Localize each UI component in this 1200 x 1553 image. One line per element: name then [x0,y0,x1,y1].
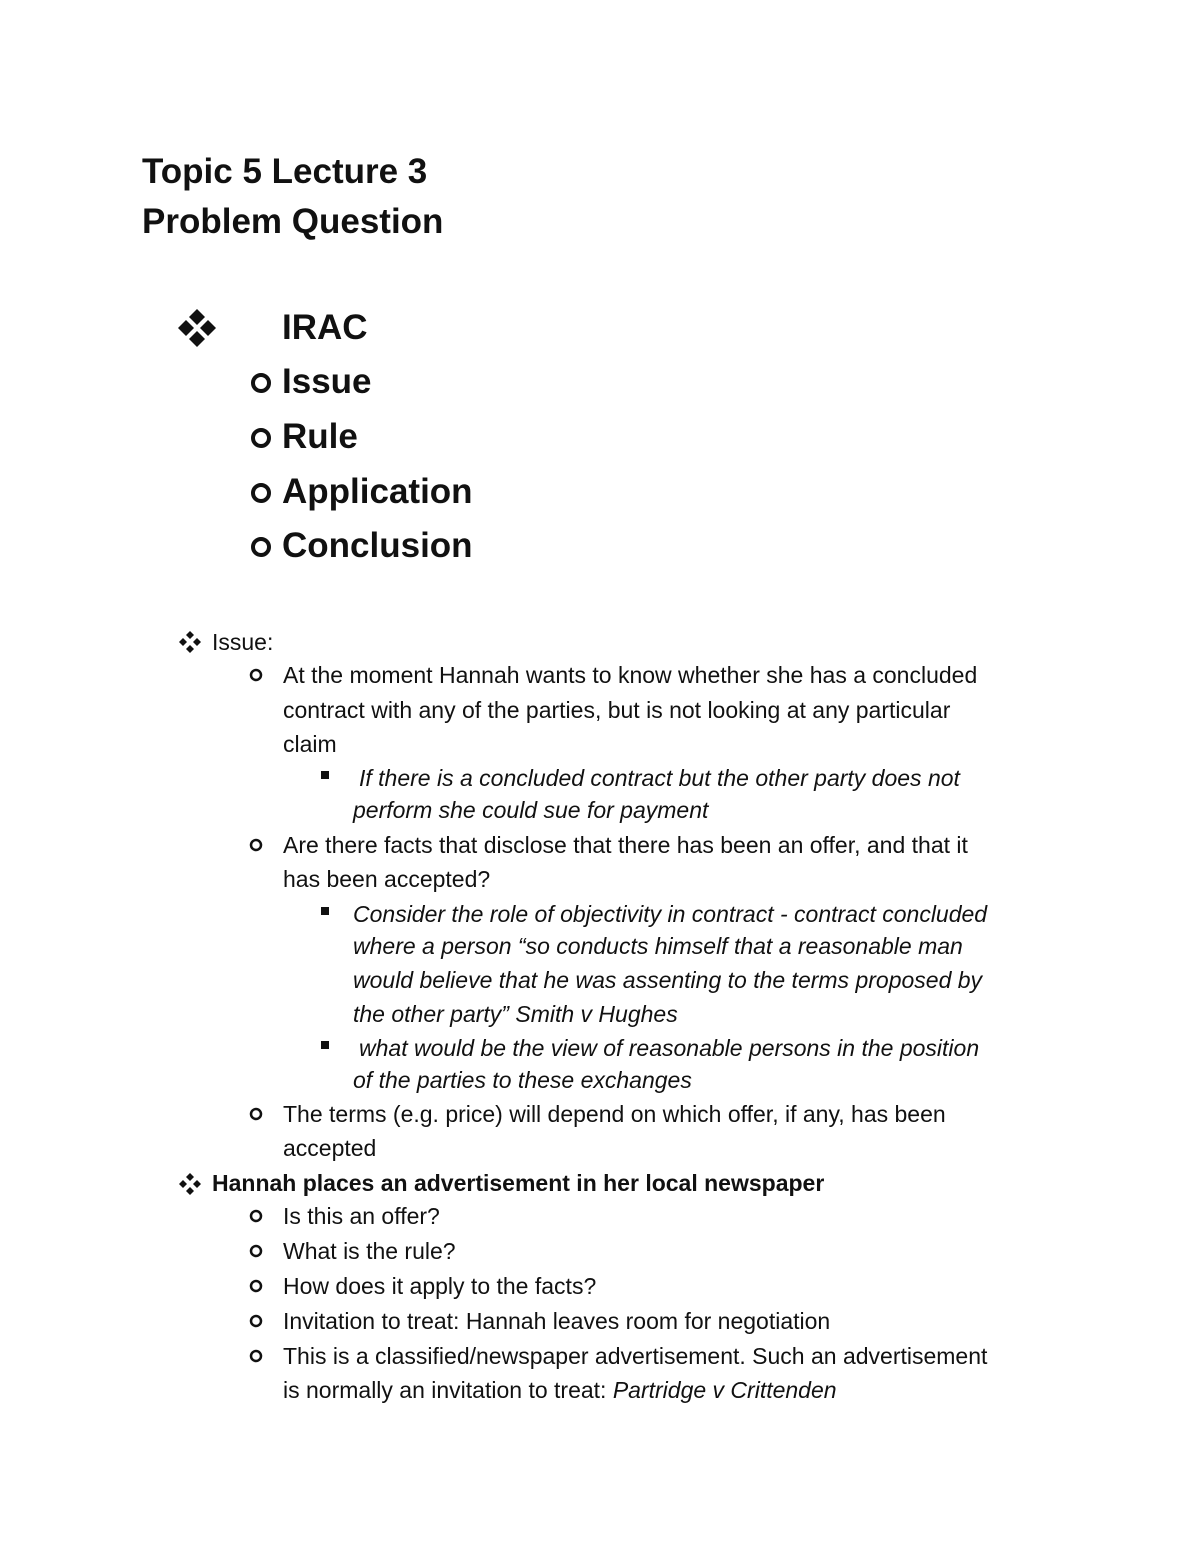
circle-bullet-icon [250,536,272,558]
four-diamond-bullet-icon [178,1172,202,1196]
advert-point-classified-line-2 [283,1375,837,1405]
issue-point-1-note-line-2: perform she could sue for payment [353,797,709,823]
issue-point-2-line-1: Are there facts that disclose that there has been an offer, and that it [283,832,968,858]
circle-bullet-icon [249,668,263,682]
issue-heading: Issue: [212,629,274,655]
title-line-2: Problem Question [142,202,444,241]
circle-bullet-icon [249,1209,263,1223]
advert-question-1: Is this an offer? [283,1203,440,1229]
advert-question-2: What is the rule? [283,1238,456,1264]
square-bullet-icon [321,1041,329,1049]
irac-heading: IRAC [282,308,368,347]
circle-bullet-icon [249,1349,263,1363]
circle-bullet-icon [249,1107,263,1121]
square-bullet-icon [321,771,329,779]
irac-item-application: Application [282,472,473,511]
advert-point-classified-text: is normally an invitation to treat: [283,1377,613,1403]
issue-point-2-note-2-line-1: what would be the view of reasonable persons in the position [359,1035,980,1061]
circle-bullet-icon [249,1314,263,1328]
circle-bullet-icon [249,1244,263,1258]
four-diamond-bullet-icon [172,308,222,348]
circle-bullet-icon [250,482,272,504]
four-diamond-bullet-icon [178,630,202,654]
issue-point-2-note-1-line-3: would believe that he was assenting to the terms proposed by [353,967,983,993]
circle-bullet-icon [250,372,272,394]
square-bullet-icon [321,907,329,915]
irac-item-rule: Rule [282,417,358,456]
case-citation: Partridge v Crittenden [612,1377,837,1403]
circle-bullet-icon [249,1279,263,1293]
issue-point-2-line-2: has been accepted? [283,866,491,892]
circle-bullet-icon [250,427,272,449]
advert-question-3: How does it apply to the facts? [283,1273,597,1299]
issue-point-1-line-3: claim [283,731,337,757]
irac-item-issue: Issue [282,362,372,401]
advert-heading: Hannah places an advertisement in her local newspaper [212,1170,825,1196]
advert-point-classified-line-1: This is a classified/newspaper advertisement. Such an advertisement [283,1343,988,1369]
title-line-1: Topic 5 Lecture 3 [142,152,428,191]
issue-point-3-line-2: accepted [283,1135,377,1161]
issue-point-2-note-1-line-2: where a person “so conducts himself that a reasonable man [353,933,963,959]
issue-point-2-note-1-line-1: Consider the role of objectivity in contract - contract concluded [353,901,988,927]
issue-point-2-note-1-line-4: the other party” Smith v Hughes [353,1001,678,1027]
issue-point-2-note-2-line-2: of the parties to these exchanges [353,1067,692,1093]
irac-item-conclusion: Conclusion [282,526,473,565]
issue-point-1-note-line-1: If there is a concluded contract but the other party does not [359,765,960,791]
issue-point-1-line-1: At the moment Hannah wants to know whether she has a concluded [283,662,978,688]
advert-point-invitation: Invitation to treat: Hannah leaves room for negotiation [283,1308,831,1334]
circle-bullet-icon [249,838,263,852]
issue-point-3-line-1: The terms (e.g. price) will depend on which offer, if any, has been [283,1101,946,1127]
issue-point-1-line-2: contract with any of the parties, but is not looking at any particular [283,697,951,723]
